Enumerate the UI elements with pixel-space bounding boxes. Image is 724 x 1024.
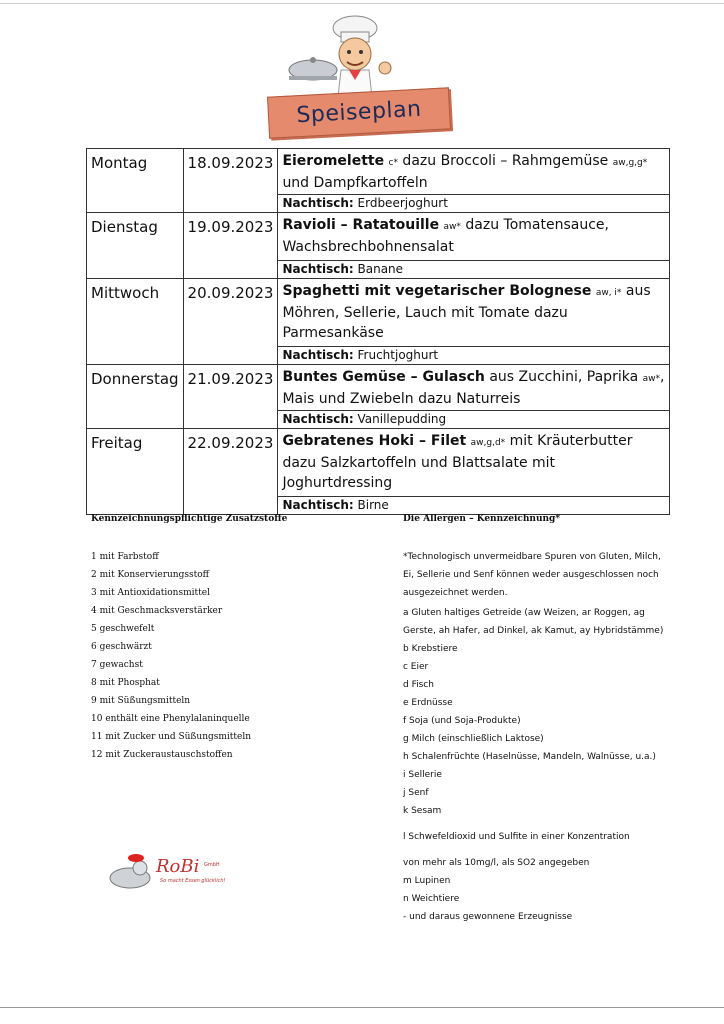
menu-row [87,279,670,347]
dish-description: dazu Tomatensauce, Wachsbrechbohnensalat [282,217,609,255]
allergen-item: i Sellerie [403,770,442,780]
menu-dessert [278,497,670,515]
menu-dish [278,149,670,195]
dish-description: aus Möhren, Sellerie, Lauch mit Tomate dazu Parmesankäse [282,283,651,341]
menu-date: 22.09.2023 [183,429,278,515]
logo-slogan: So macht Essen glücklich! [160,878,226,884]
allergen-item: e Erdnüsse [403,698,453,708]
menu-table [86,148,670,515]
menu-dessert [278,347,670,365]
menu-dish [278,429,670,497]
dessert-label: Nachtisch: [282,412,354,426]
dessert-name: Vanillepudding [357,412,447,426]
allergen-item-n: n Weichtiere [403,894,460,904]
additive-item: 12 mit Zuckeraustauschstoffen [91,750,233,760]
additives-heading: Kennzeichnungspflichtige Zusatzstoffe [91,514,288,524]
page-title: Speiseplan [295,96,423,129]
dish-allergen-tag: aw, i* [595,288,622,298]
dessert-name: Birne [357,498,389,512]
dessert-label: Nachtisch: [282,348,354,362]
menu-dish [278,279,670,347]
menu-day: Montag [87,149,184,213]
additive-item: 3 mit Antioxidationsmittel [91,588,210,598]
dish-name: Eieromelette [282,153,385,169]
scan-edge-bottom [0,1007,724,1008]
allergen-item: c Eier [403,662,429,672]
dessert-name: Fruchtjoghurt [357,348,439,362]
scan-edge-top [0,3,724,4]
dish-allergen-tag-2: aw,g,g* [612,158,648,168]
additive-item: 4 mit Geschmacksverstärker [91,606,223,616]
allergen-item-m: m Lupinen [403,876,451,886]
menu-row [87,213,670,261]
dish-name: Spaghetti mit vegetarischer Bolognese [282,283,592,299]
allergen-item: f Soja (und Soja-Produkte) [403,716,521,726]
seal-mascot-icon [104,848,154,893]
dish-allergen-tag: aw* [443,222,461,232]
menu-row [87,365,670,411]
dish-name: Gebratenes Hoki – Filet [282,433,467,449]
menu-dessert [278,195,670,213]
additive-item: 9 mit Süßungsmitteln [91,696,191,706]
allergens-heading: Die Allergen – Kennzeichnung* [403,514,561,524]
menu-date: 20.09.2023 [183,279,278,365]
allergens-note: *Technologisch unvermeidbare Spuren von Gluten, Milch, Ei, Sellerie und Senf können weder ausgeschlossen noch ausgezeichnet werden. [403,552,661,598]
dessert-name: Erdbeerjoghurt [357,196,448,210]
logo-name: RoBi [156,856,200,877]
dish-allergen-tag: aw,g,d* [470,438,506,448]
dish-allergen-tag: c* [388,158,398,168]
dessert-label: Nachtisch: [282,196,354,210]
allergen-item-l-continued: von mehr als 10mg/l, als SO2 angegeben [403,858,590,868]
allergen-item: j Senf [403,788,429,798]
allergen-item: b Krebstiere [403,644,458,654]
dish-description-2: und Dampfkartoffeln [282,175,428,191]
dish-allergen-tag-2: aw* [642,374,660,384]
menu-dessert [278,261,670,279]
dish-name: Ravioli – Ratatouille [282,217,440,233]
dish-description: aus Zucchini, Paprika [489,369,643,385]
allergen-item-l: l Schwefeldioxid und Sulfite in einer Konzentration [403,832,630,842]
additive-item: 11 mit Zucker und Süßungsmitteln [91,732,252,742]
additives-section [91,514,381,764]
additive-item: 5 geschwefelt [91,624,155,634]
title-banner [267,87,451,138]
allergens-footer: - und daraus gewonnene Erzeugnisse [403,912,573,922]
menu-date: 21.09.2023 [183,365,278,429]
dessert-name: Banane [357,262,404,276]
menu-day: Donnerstag [87,365,184,429]
menu-dish [278,213,670,261]
allergen-item: a Gluten haltiges Getreide (aw Weizen, ar Roggen, ag Gerste, ah Hafer, ad Dinkel, ak Kamut, ay Hybridstämme) [403,608,664,636]
menu-day: Mittwoch [87,279,184,365]
menu-dish [278,365,670,411]
additive-item: 7 gewachst [91,660,143,670]
menu-date: 19.09.2023 [183,213,278,279]
allergen-item: g Milch (einschließlich Laktose) [403,734,544,744]
logo-suffix: GmbH [204,862,220,868]
allergen-item: h Schalenfrüchte (Haselnüsse, Mandeln, Walnüsse, u.a.) [403,752,656,762]
allergen-item: k Sesam [403,806,442,816]
menu-day: Dienstag [87,213,184,279]
menu-day: Freitag [87,429,184,515]
additive-item: 10 enthält eine Phenylalaninquelle [91,714,250,724]
menu-dessert [278,411,670,429]
dish-description: mit Kräuterbutter dazu Salzkartoffeln und Blattsalate mit Joghurtdressing [282,433,633,491]
company-logo [104,848,234,893]
menu-row [87,429,670,497]
dessert-label: Nachtisch: [282,262,354,276]
dessert-label: Nachtisch: [282,498,354,512]
dish-name: Buntes Gemüse – Gulasch [282,369,485,385]
allergens-section [403,514,673,926]
dish-description-2: , Mais und Zwiebeln dazu Naturreis [282,369,665,407]
menu-row [87,149,670,195]
additive-item: 6 geschwärzt [91,642,152,652]
menu-date: 18.09.2023 [183,149,278,213]
allergen-item: d Fisch [403,680,434,690]
additive-item: 2 mit Konservierungsstoff [91,570,210,580]
dish-description: dazu Broccoli – Rahmgemüse [397,153,613,169]
additive-item: 8 mit Phosphat [91,678,160,688]
additive-item: 1 mit Farbstoff [91,552,159,562]
